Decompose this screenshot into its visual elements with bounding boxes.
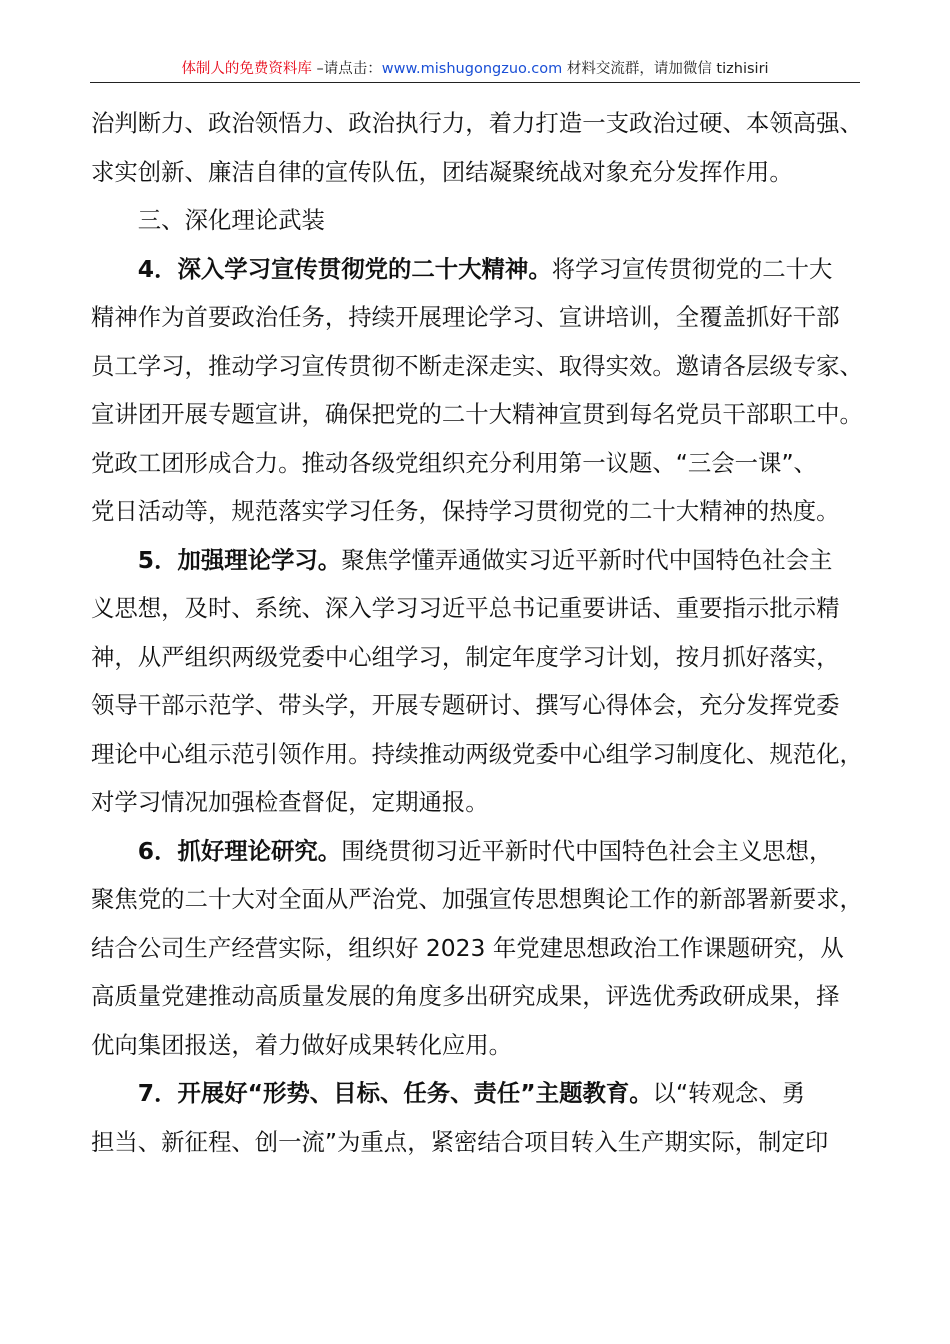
text-line xyxy=(91,1069,859,1118)
item-4-first: 将学习宣传贯彻党的二十大 xyxy=(551,254,833,283)
text-line: 优向集团报送，着力做好成果转化应用。 xyxy=(91,1030,513,1059)
text-line: 理论中心组示范引领作用。持续推动两级党委中心组学习制度化、规范化， xyxy=(91,739,863,768)
paragraph-continued xyxy=(91,99,863,196)
paragraph-item-4 xyxy=(91,245,863,536)
header-tail: 材料交流群，请加微信 tizhisiri xyxy=(562,61,769,77)
paragraph-item-7 xyxy=(91,1069,859,1166)
text-line xyxy=(91,536,859,585)
header-divider xyxy=(90,82,860,83)
text-line: 对学习情况加强检查督促，定期通报。 xyxy=(91,788,489,816)
text-line: 神，从严组织两级党委中心组学习，制定年度学习计划，按月抓好落实， xyxy=(91,642,840,671)
text-line: 结合公司生产经营实际，组织好 2023 年党建思想政治工作课题研究，从 xyxy=(91,933,844,962)
paragraph-item-6 xyxy=(91,827,863,1070)
item-5-title: 5．加强理论学习。 xyxy=(137,545,342,574)
item-5-first: 聚焦学懂弄通做实习近平新时代中国特色社会主 xyxy=(341,545,833,574)
text-line: 党政工团形成合力。推动各级党组织充分利用第一议题、“三会一课”、 xyxy=(91,448,817,477)
item-6-first: 围绕贯彻习近平新时代中国特色社会主义思想， xyxy=(341,836,833,865)
header-url-link[interactable]: www.mishugongzuo.com xyxy=(381,61,563,77)
section-heading-3: 三、深化理论武装 xyxy=(137,206,325,234)
page-header xyxy=(90,58,860,80)
item-4-title: 4．深入学习宣传贯彻党的二十大精神。 xyxy=(137,254,552,283)
item-7-title: 7．开展好“形势、目标、任务、责任”主题教育。 xyxy=(137,1079,653,1107)
text-line: 宣讲团开展专题宣讲，确保把党的二十大精神宣贯到每名党员干部职工中。 xyxy=(91,400,863,428)
text-line xyxy=(91,245,859,294)
text-line: 义思想，及时、系统、深入学习习近平总书记重要讲话、重要指示批示精 xyxy=(91,594,840,622)
text-line: 求实创新、廉洁自律的宣传队伍，团结凝聚统战对象充分发挥作用。 xyxy=(91,157,793,186)
header-brand: 体制人的免费资料库 xyxy=(181,61,312,77)
text-line xyxy=(91,827,859,876)
item-7-first: 以“转观念、勇 xyxy=(652,1079,806,1107)
text-line: 员工学习，推动学习宣传贯彻不断走深走实、取得实效。邀请各层级专家、 xyxy=(91,351,863,380)
document-body xyxy=(91,99,863,1166)
text-line: 党日活动等，规范落实学习任务，保持学习贯彻党的二十大精神的热度。 xyxy=(91,497,840,525)
item-6-title: 6．抓好理论研究。 xyxy=(137,836,342,865)
text-line: 担当、新征程、创一流”为重点，紧密结合项目转入生产期实际，制定印 xyxy=(91,1127,829,1156)
text-line: 高质量党建推动高质量发展的角度多出研究成果，评选优秀政研成果，择 xyxy=(91,982,840,1010)
header-prompt: –请点击： xyxy=(311,61,382,77)
text-line: 精神作为首要政治任务，持续开展理论学习、宣讲培训，全覆盖抓好干部 xyxy=(91,303,840,331)
text-line: 治判断力、政治领悟力、政治执行力，着力打造一支政治过硬、本领高强、 xyxy=(91,109,863,137)
text-line: 领导干部示范学、带头学，开展专题研讨、撰写心得体会，充分发挥党委 xyxy=(91,691,840,719)
paragraph-item-5 xyxy=(91,536,863,827)
text-line: 聚焦党的二十大对全面从严治党、加强宣传思想舆论工作的新部署新要求， xyxy=(91,885,863,913)
